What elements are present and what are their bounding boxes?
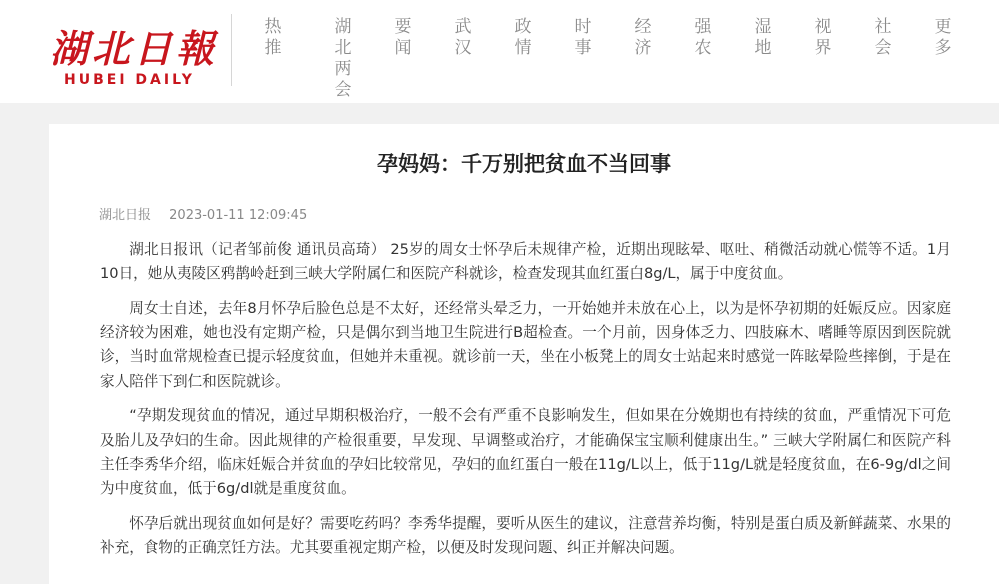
hubei-daily-logo[interactable] xyxy=(44,18,220,94)
nav-item-society[interactable]: 社会 xyxy=(874,17,892,58)
article-paragraph: 周女士自述，去年8月怀孕后脸色总是不太好，还经常头晕乏力，一开始她并未放在心上，以为是怀孕初期的妊娠反应。因家庭经济较为困难，她也没有定期产检，只是偶尔到当地卫生院进行B超检查。一个月前，因身体乏力、四肢麻木、嗜睡等原因到医院就诊，当时血常规检查已提示轻度贫血，但她并未重视。就诊前一天，坐在小板凳上的周女士站起来时感觉一阵眩晕险些摔倒，于是在家人陪伴下到仁和医院就诊。 xyxy=(100,300,951,390)
nav-item-politics[interactable]: 政情 xyxy=(514,17,532,58)
logo-english-text: HUBEI DAILY xyxy=(64,72,195,88)
article-body xyxy=(100,238,951,571)
nav-item-two-sessions[interactable]: 湖北两会 xyxy=(334,17,352,100)
nav-item-more[interactable]: 更多 xyxy=(934,17,952,58)
nav-item-current[interactable]: 时事 xyxy=(574,17,592,58)
top-header xyxy=(0,0,999,103)
nav-item-hot[interactable]: 热推 xyxy=(264,17,282,58)
article-paragraph: 湖北日报讯（记者邹前俊 通讯员高琦） 25岁的周女士怀孕后未规律产检，近期出现眩晕、呕吐、稍微活动就心慌等不适。1月10日，她从夷陵区鸦鹊岭赶到三峡大学附属仁和医院产科就诊，检查发现其血红蛋白8g/L，属于中度贫血。 xyxy=(100,241,951,283)
article-panel xyxy=(49,124,999,584)
nav-item-agriculture[interactable]: 强农 xyxy=(694,17,712,58)
nav-item-economy[interactable]: 经济 xyxy=(634,17,652,58)
nav-item-vision[interactable]: 视界 xyxy=(814,17,832,58)
article-paragraph: “孕期发现贫血的情况，通过早期积极治疗，一般不会有严重不良影响发生，但如果在分娩期也有持续的贫血，严重情况下可危及胎儿及孕妇的生命。因此规律的产检很重要，早发现、早调整或治疗，才能确保宝宝顺利健康出生。” 三峡大学附属仁和医院产科主任李秀华介绍，临床妊娠合并贫血的孕妇比较常见，孕妇的血红蛋白一般在11g/L以上，低于11g/L就是轻度贫血，在6-9g/dl之间为中度贫血，低于6g/dl就是重度贫血。 xyxy=(100,407,951,498)
article-title: 孕妈妈：千万别把贫血不当回事 xyxy=(377,152,671,176)
article-meta xyxy=(99,204,307,223)
article-source: 湖北日报 xyxy=(99,208,152,223)
article-datetime: 2023-01-11 12:09:45 xyxy=(169,208,308,223)
logo-divider xyxy=(231,14,232,86)
nav-item-headlines[interactable]: 要闻 xyxy=(394,17,412,58)
nav-item-wuhan[interactable]: 武汉 xyxy=(454,17,472,58)
main-nav xyxy=(262,0,972,103)
nav-item-wetland[interactable]: 湿地 xyxy=(754,17,772,58)
article-paragraph: 怀孕后就出现贫血如何是好？需要吃药吗？李秀华提醒，要听从医生的建议，注意营养均衡，特别是蛋白质及新鲜蔬菜、水果的补充，食物的正确烹饪方法。尤其要重视定期产检，以便及时发现问题、纠正并解决问题。 xyxy=(100,514,951,557)
logo-chinese-text: 湖北日報 xyxy=(50,26,219,71)
